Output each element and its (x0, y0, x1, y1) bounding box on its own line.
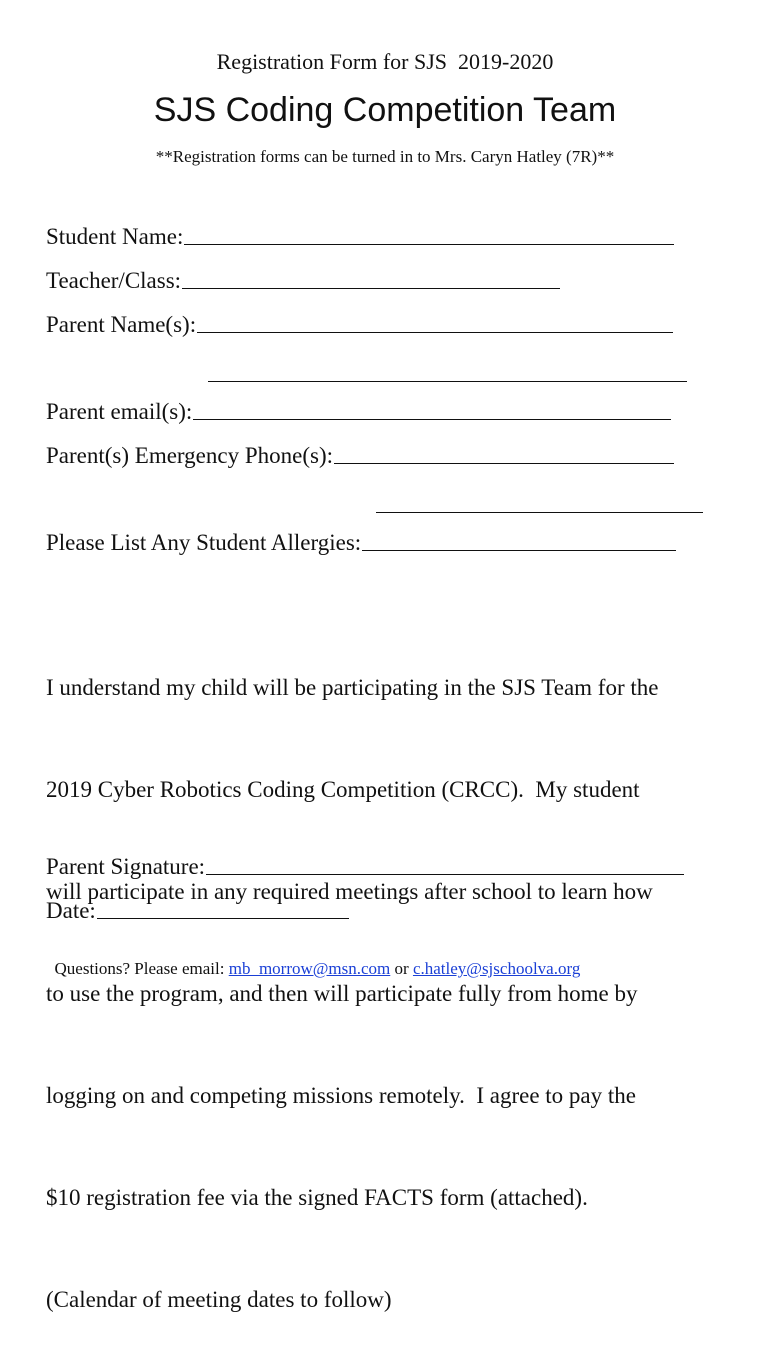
allergies-label: Please List Any Student Allergies: (46, 530, 362, 555)
parent-names-label: Parent Name(s): (46, 312, 197, 337)
agreement-line: $10 registration fee via the signed FACTS form (attached). (46, 1185, 588, 1210)
agreement-line: (Calendar of meeting dates to follow) (46, 1287, 392, 1312)
parent-names-line[interactable] (197, 331, 673, 333)
parent-names-field[interactable] (46, 312, 673, 338)
parent-signature-field[interactable] (46, 854, 684, 880)
submission-note: **Registration forms can be turned in to Mrs. Caryn Hatley (7R)** (155, 147, 615, 166)
date-line[interactable] (97, 917, 349, 919)
email-link-hatley[interactable]: c.hatley@sjschoolva.org (412, 959, 581, 978)
student-name-label: Student Name: (46, 224, 184, 249)
teacher-class-field[interactable] (46, 268, 560, 294)
teacher-class-line[interactable] (182, 287, 560, 289)
footer-prefix: Questions? Please email: (54, 959, 229, 978)
date-label: Date: (46, 898, 96, 923)
agreement-line: will participate in any required meetings after school to learn how (46, 879, 653, 904)
date-field[interactable] (46, 898, 349, 924)
parent-emails-label: Parent email(s): (46, 399, 193, 424)
contact-footer (46, 939, 580, 979)
student-name-line[interactable] (184, 243, 674, 245)
parent-emails-line[interactable] (193, 418, 671, 420)
parent-names-line-2[interactable] (208, 381, 687, 382)
email-link-morrow[interactable]: mb_morrow@msn.com (228, 959, 391, 978)
student-name-field[interactable] (46, 224, 674, 250)
parent-signature-label: Parent Signature: (46, 854, 206, 879)
allergies-line[interactable] (362, 549, 676, 551)
agreement-line: I understand my child will be participating in the SJS Team for the (46, 675, 659, 700)
allergies-field[interactable] (46, 530, 676, 556)
parent-emails-field[interactable] (46, 399, 671, 425)
emergency-phone-line-2[interactable] (376, 512, 703, 513)
emergency-phone-field[interactable] (46, 443, 674, 469)
form-subtitle: Registration Form for SJS 2019-2020 (216, 49, 554, 74)
agreement-line: to use the program, and then will participate fully from home by (46, 981, 638, 1006)
page-title: SJS Coding Competition Team (153, 91, 617, 129)
emergency-phone-label: Parent(s) Emergency Phone(s): (46, 443, 333, 468)
parent-signature-line[interactable] (206, 873, 684, 875)
emergency-phone-line[interactable] (334, 462, 674, 464)
footer-or: or (390, 959, 413, 978)
agreement-line: logging on and competing missions remotely. I agree to pay the (46, 1083, 636, 1108)
teacher-class-label: Teacher/Class: (46, 268, 182, 293)
agreement-line: 2019 Cyber Robotics Coding Competition (CRCC). My student (46, 777, 640, 802)
